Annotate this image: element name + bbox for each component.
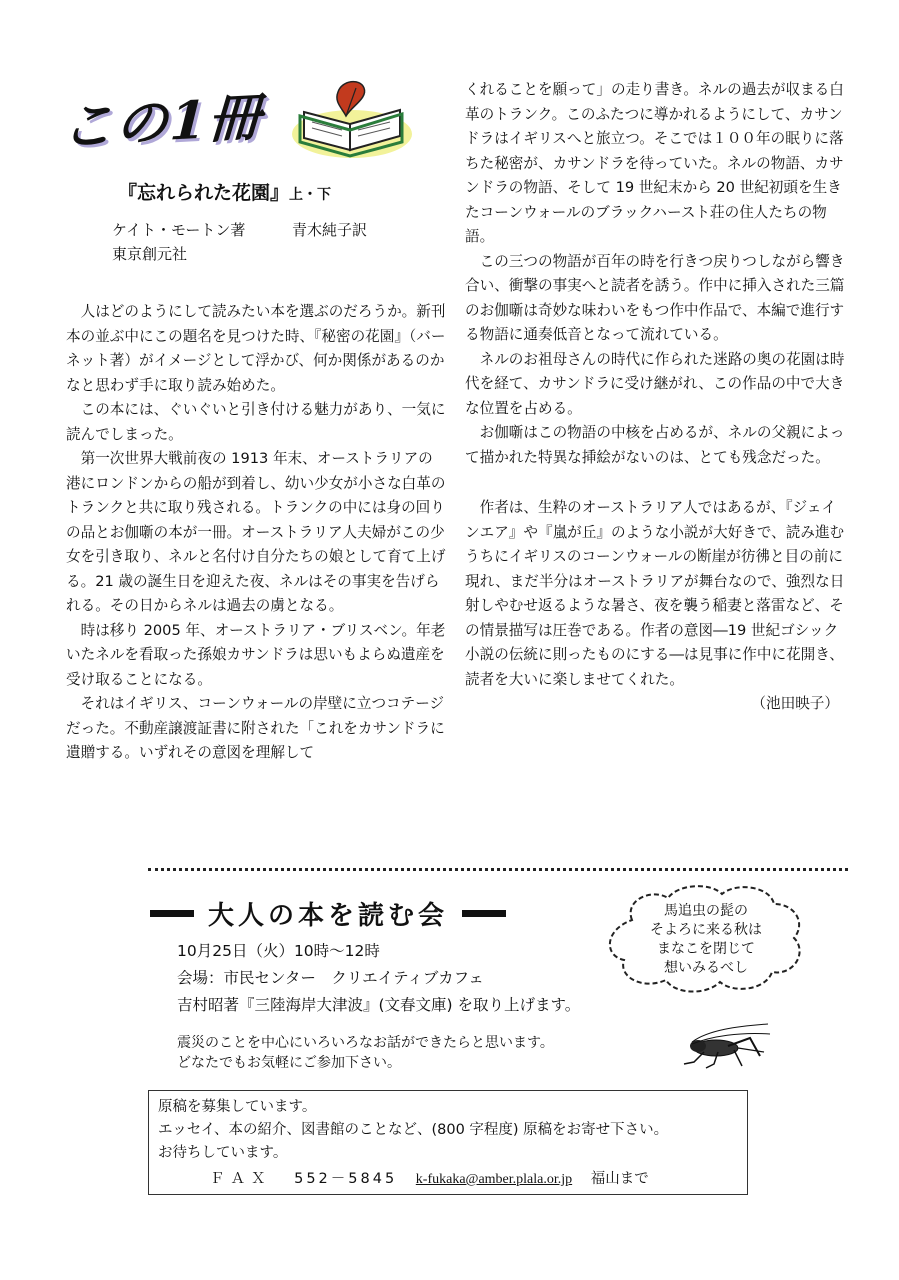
review-right-column: [465, 78, 845, 717]
review-paragraph: それはイギリス、コーンウォールの岸壁に立つコテージだった。不動産譲渡証書に附された「これをカサンドラに遺贈する。いずれその意図を理解して: [66, 695, 445, 761]
book-volumes: 上・下: [289, 187, 332, 203]
book-credits: [112, 218, 367, 266]
contact-line: [210, 1167, 649, 1188]
fax-label: ＦＡＸ: [210, 1171, 272, 1187]
review-paragraph: 作者は、生粋のオーストラリア人ではあるが、『ジェインエア』や『嵐が丘』のような小説が大好きで、読み進むうちにイギリスのコーンウォールの断崖が彷彿と目の前に現れ、まだ半分はオーストラリアが舞台なので、強烈な日射しやむせ返るような暑さ、夜を襲う稲妻と落雷など、その情景描写は圧巻である。作者の意図―19 世紀ゴシック小説の伝統に則ったものにする―は見事に作中に花開き、読者を大いに楽しませてくれた。: [465, 499, 845, 688]
email-link[interactable]: k-fukaka@amber.plala.or.jp: [415, 1172, 573, 1187]
haiku-line: まなこを閉じて: [657, 941, 755, 957]
review-paragraph: 人はどのようにして読みたい本を選ぶのだろうか。新刊本の並ぶ中にこの題名を見つけた時、『秘密の花園』（バーネット著）がイメージとして浮かび、何か関係があるのかなと思わず手に取り読み始めた。: [66, 303, 446, 394]
event-note: [177, 1033, 554, 1073]
event-details: [177, 938, 580, 1019]
paragraph-spacer: [465, 470, 845, 496]
event-note-line: 震災のことを中心にいろいろなお話ができたらと思います。: [177, 1035, 554, 1051]
review-paragraph: くれることを願って」の走り書き。ネルの過去が収まる白革のトランク。このふたつに導かれるようにして、カサンドラはイギリスへと旅立つ。そこでは１００年の眠りに落ちた秘密が、カサンドラを待っていた。ネルの物語、カサンドラの物語、そして 19 世紀末から 20 世紀初頭を生きたコーンウォールのブラックハースト荘の住人たちの物語。: [465, 81, 844, 245]
event-heading: [150, 895, 506, 932]
haiku-line: 想いみるべし: [664, 960, 748, 976]
heading-dash-left: [150, 910, 194, 917]
fax-number: 552－5845: [294, 1171, 398, 1187]
page-title: この1冊: [59, 86, 264, 159]
section-divider: [148, 868, 848, 871]
review-paragraph: この三つの物語が百年の時を行きつ戻りつしながら響き合い、衝撃の事実へと読者を誘う。作中に挿入された三篇のお伽噺は奇妙な味わいをもつ作中作品で、本編で進行する物語に通奏低音となって流れている。: [465, 252, 845, 343]
haiku-line: そよろに来る秋は: [650, 922, 762, 938]
review-paragraph: 第一次世界大戦前夜の 1913 年末、オーストラリアの港にロンドンからの船が到着し、幼い少女が小さな白革のトランクと共に取り残される。トランクの中には身の回りの品とお伽噺の本が一冊。オーストラリア人夫婦がこの少女を引き取り、ネルと名付け自分たちの娘として育て上げる。21 歳の誕生日を迎えた夜、ネルはその事実を告げられる。その日からネルは過去の虜となる。: [66, 450, 446, 614]
haiku-poem: [626, 902, 786, 978]
review-left-column: [66, 300, 446, 766]
review-paragraph: 時は移り 2005 年、オーストラリア・ブリスベン。年老いたネルを看取った孫娘カサンドラは思いもよらぬ遺産を受け取ることになる。: [66, 621, 446, 688]
book-title-text: 『忘れられた花園』: [118, 182, 290, 204]
haiku-line: 馬追虫の髭の: [664, 903, 748, 919]
book-author: ケイト・モートン著: [112, 221, 246, 239]
cricket-icon: [668, 1020, 773, 1072]
contact-recipient: 福山まで: [590, 1171, 649, 1187]
notice-heading: 原稿を募集しています。: [158, 1099, 317, 1115]
event-note-line: どなたでもお気軽にご参加下さい。: [177, 1055, 401, 1071]
review-paragraph: ネルのお祖母さんの時代に作られた迷路の奥の花園は時代を経て、カサンドラに受け継がれ、この作品の中で大きな位置を占める。: [465, 350, 845, 417]
heading-dash-right: [462, 910, 506, 917]
event-book: 吉村昭著『三陸海岸大津波』(文春文庫) を取り上げます。: [177, 996, 581, 1014]
review-paragraph: この本には、ぐいぐいと引き付ける魅力があり、一気に読んでしまった。: [66, 401, 446, 443]
event-venue: 会場：市民センター クリエイティブカフェ: [177, 969, 484, 987]
event-title: 大人の本を読む会: [208, 901, 449, 931]
open-book-icon: [290, 72, 415, 162]
review-signature: （池田映子）: [751, 695, 839, 712]
book-publisher: 東京創元社: [112, 245, 188, 263]
event-datetime: 10月25日（火）10時～12時: [177, 942, 380, 960]
notice-text: [158, 1096, 668, 1165]
book-translator: 青木純子訳: [292, 221, 368, 239]
review-paragraph: お伽噺はこの物語の中核を占めるが、ネルの父親によって描かれた特異な挿絵がないのは、とても残念だった。: [465, 424, 845, 466]
book-title: [118, 178, 331, 205]
notice-line: エッセイ、本の紹介、図書館のことなど、(800 字程度) 原稿をお寄せ下さい。: [158, 1122, 669, 1138]
notice-line: お待ちしています。: [158, 1145, 288, 1161]
